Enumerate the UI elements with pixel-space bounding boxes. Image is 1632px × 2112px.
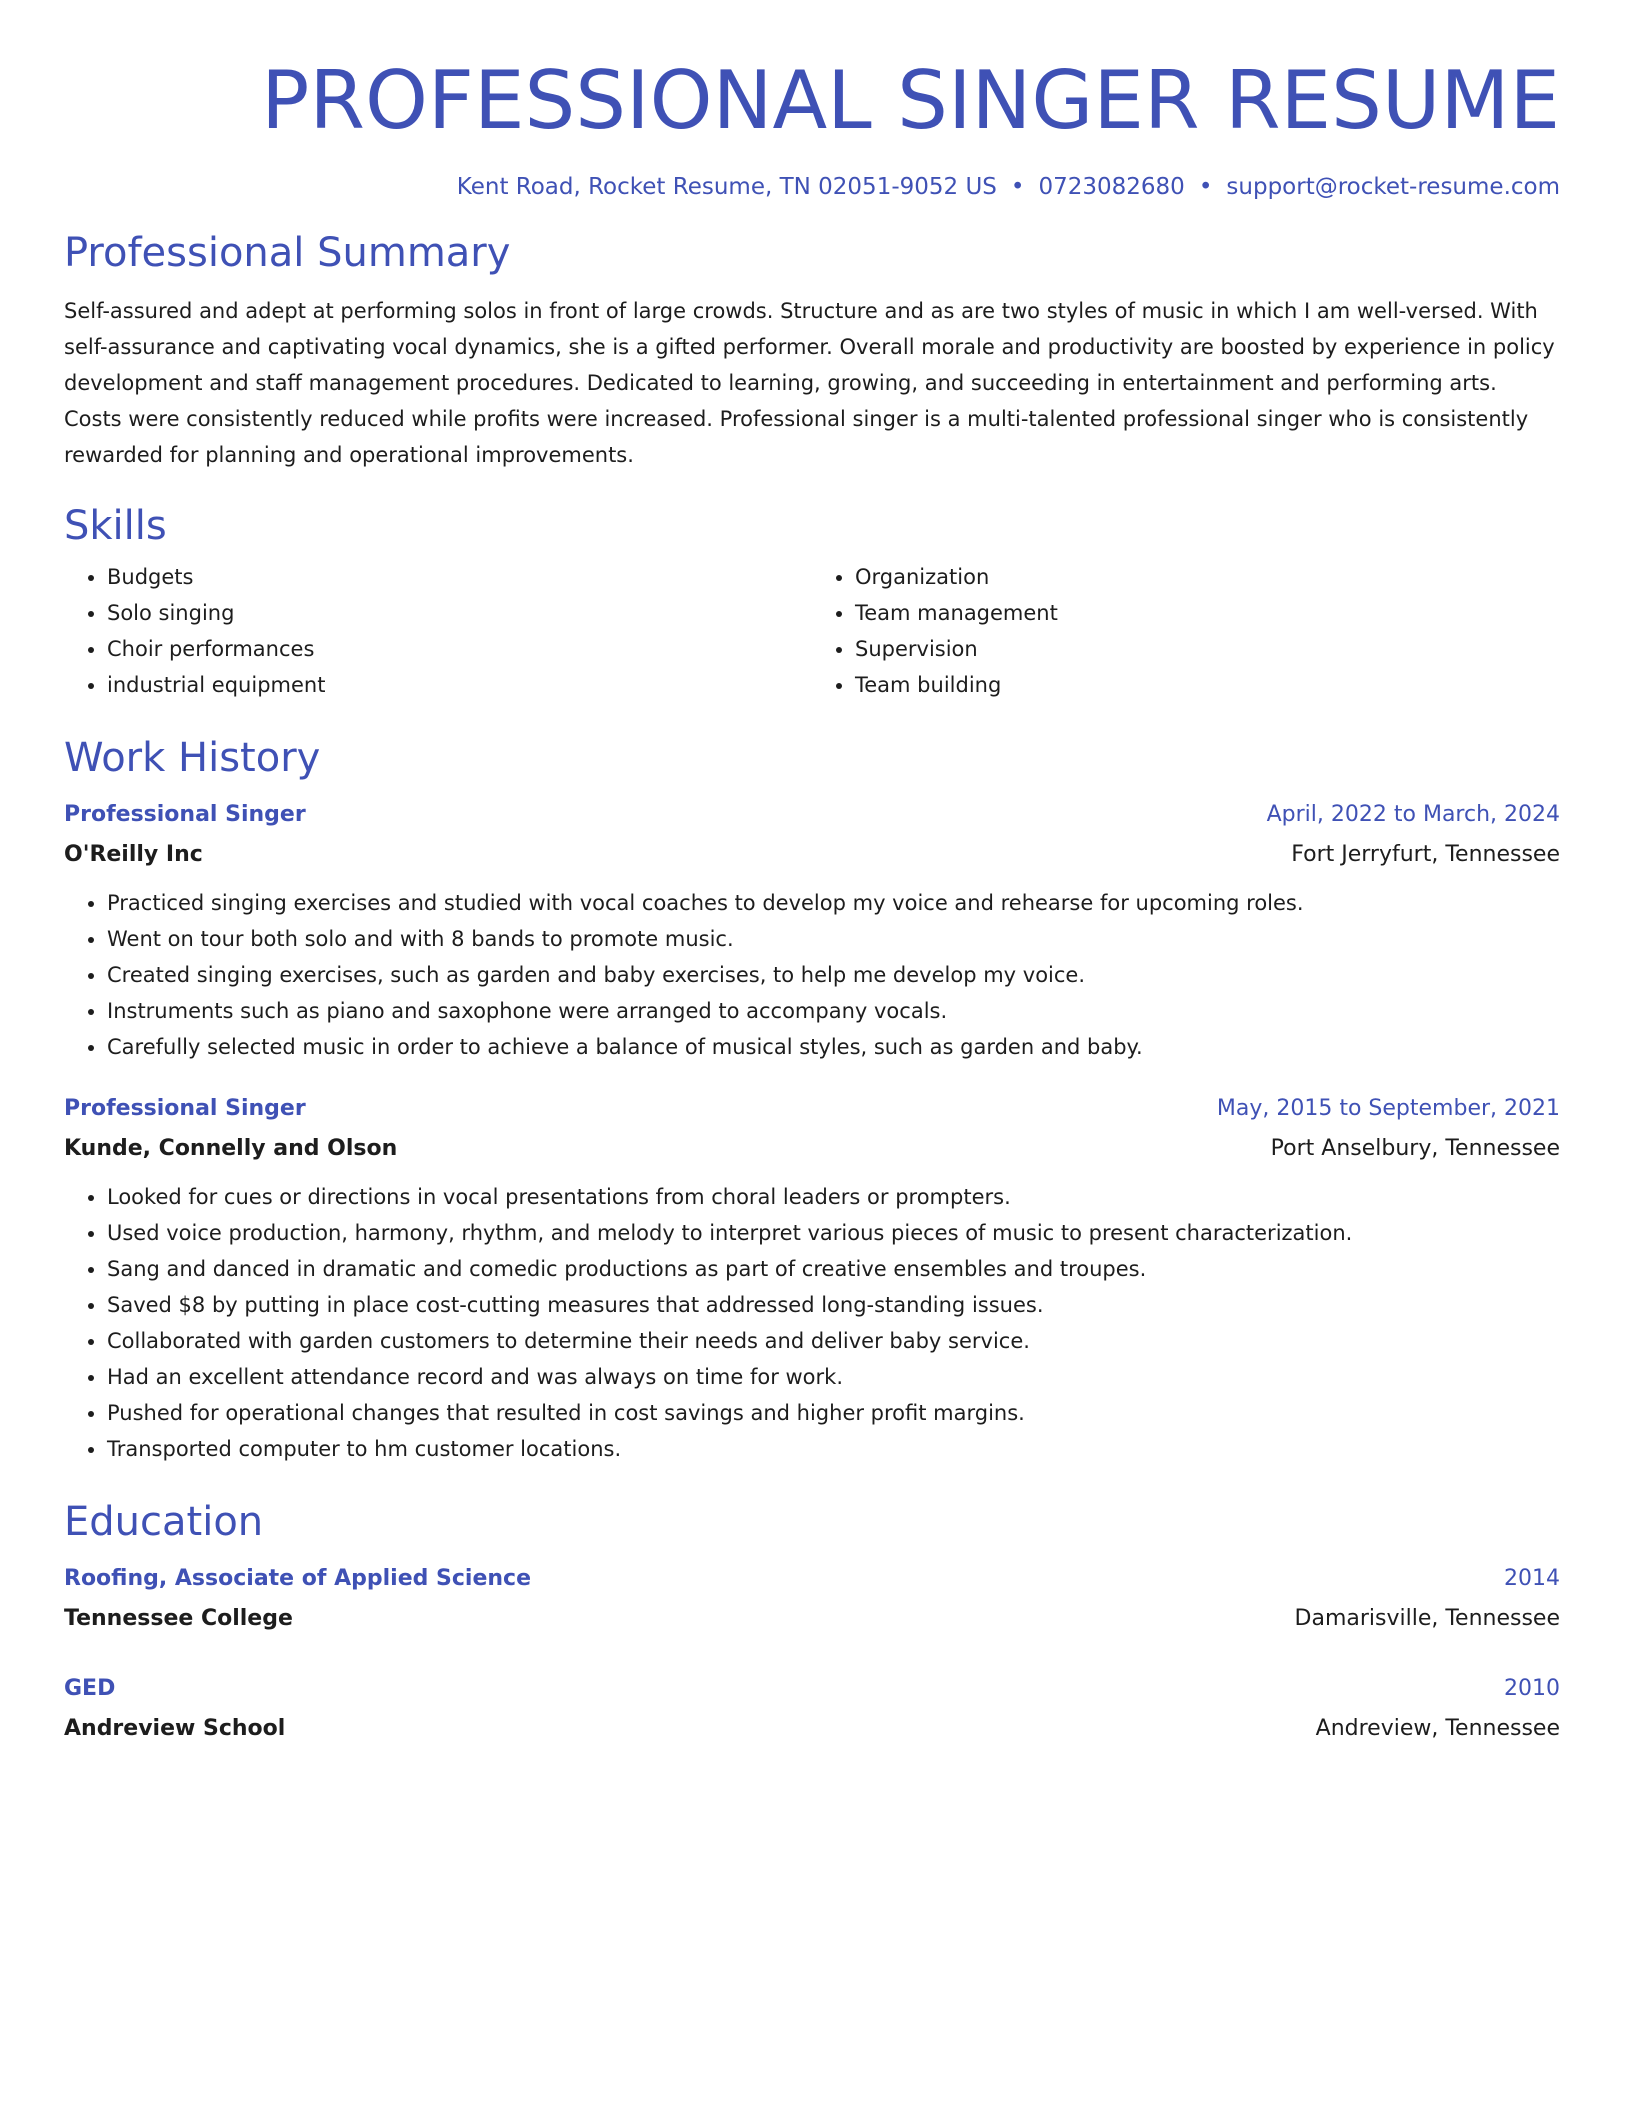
list-item: • Went on tour both solo and with 8 bands to promote music. bbox=[107, 921, 1560, 957]
job-duties bbox=[64, 1179, 1560, 1467]
summary-text: Self-assured and adept at performing solos in front of large crowds. Structure and as are two styles of music in which I am well-versed. With self-assurance and captivating vocal dynamics, she is a gifted performer. Overall morale and productivity are boosted by experience in policy development and staff management procedures. Dedicated to learning, growing, and succeeding in entertainment and performing arts. Costs were consistently reduced while profits were increased. Professional singer is a multi-talented professional singer who is consistently rewarded for planning and operational improvements. bbox=[64, 299, 1555, 467]
skill-item: • industrial equipment bbox=[107, 667, 812, 703]
skills-column-right bbox=[812, 559, 1560, 703]
education-degree: GED bbox=[64, 1676, 116, 1701]
skill-item: • Team building bbox=[855, 667, 1560, 703]
list-item: • Saved $8 by putting in place cost-cutting measures that addressed long-standing issues. bbox=[107, 1287, 1560, 1323]
contact-email[interactable]: support@rocket-resume.com bbox=[1226, 174, 1560, 200]
education-header bbox=[64, 1559, 1560, 1599]
list-item: • Transported computer to hm customer locations. bbox=[107, 1431, 1560, 1467]
skill-item: • Supervision bbox=[855, 631, 1560, 667]
education-location: Damarisville, Tennessee bbox=[1294, 1606, 1560, 1631]
resume-page bbox=[64, 0, 1560, 1749]
education-subheader bbox=[64, 1599, 1560, 1639]
contact-separator: • bbox=[1198, 174, 1213, 200]
job-subheader bbox=[64, 835, 1560, 875]
skill-item: • Budgets bbox=[107, 559, 812, 595]
education-year: 2010 bbox=[1504, 1676, 1560, 1701]
education-subheader bbox=[64, 1709, 1560, 1749]
job-entry bbox=[64, 795, 1560, 1065]
job-header bbox=[64, 1089, 1560, 1129]
job-header bbox=[64, 795, 1560, 835]
contact-line bbox=[64, 172, 1560, 202]
job-dates: April, 2022 to March, 2024 bbox=[1266, 802, 1560, 827]
summary-heading: Professional Summary bbox=[64, 230, 511, 276]
job-company: O'Reilly Inc bbox=[64, 842, 203, 867]
job-duties bbox=[64, 885, 1560, 1065]
work-history-heading: Work History bbox=[64, 735, 321, 781]
job-entry bbox=[64, 1089, 1560, 1467]
list-item: • Created singing exercises, such as garden and baby exercises, to help me develop my voice. bbox=[107, 957, 1560, 993]
list-item: • Pushed for operational changes that resulted in cost savings and higher profit margins. bbox=[107, 1395, 1560, 1431]
list-item: • Used voice production, harmony, rhythm, and melody to interpret various pieces of music to present characterization. bbox=[107, 1215, 1560, 1251]
list-item: • Practiced singing exercises and studied with vocal coaches to develop my voice and rehearse for upcoming roles. bbox=[107, 885, 1560, 921]
job-location: Port Anselbury, Tennessee bbox=[1270, 1136, 1560, 1161]
education-entry bbox=[64, 1669, 1560, 1749]
list-item: • Looked for cues or directions in vocal presentations from choral leaders or prompters. bbox=[107, 1179, 1560, 1215]
job-title: Professional Singer bbox=[64, 1096, 306, 1121]
skills-heading: Skills bbox=[64, 503, 167, 549]
list-item: • Had an excellent attendance record and was always on time for work. bbox=[107, 1359, 1560, 1395]
skill-item: • Choir performances bbox=[107, 631, 812, 667]
skills-column-left bbox=[64, 559, 812, 703]
list-item: • Collaborated with garden customers to determine their needs and deliver baby service. bbox=[107, 1323, 1560, 1359]
resume-title: PROFESSIONAL SINGER RESUME bbox=[261, 54, 1560, 147]
education-entry bbox=[64, 1559, 1560, 1639]
job-subheader bbox=[64, 1129, 1560, 1169]
education-header bbox=[64, 1669, 1560, 1709]
skill-item: • Organization bbox=[855, 559, 1560, 595]
job-location: Fort Jerryfurt, Tennessee bbox=[1291, 842, 1560, 867]
job-title: Professional Singer bbox=[64, 802, 306, 827]
job-company: Kunde, Connelly and Olson bbox=[64, 1136, 398, 1161]
education-school: Tennessee College bbox=[64, 1606, 293, 1631]
job-dates: May, 2015 to September, 2021 bbox=[1216, 1096, 1560, 1121]
skills-list bbox=[64, 559, 1560, 703]
education-location: Andreview, Tennessee bbox=[1315, 1716, 1560, 1741]
list-item: • Sang and danced in dramatic and comedic productions as part of creative ensembles and troupes. bbox=[107, 1251, 1560, 1287]
contact-separator: • bbox=[1010, 174, 1025, 200]
skill-item: • Team management bbox=[855, 595, 1560, 631]
education-heading: Education bbox=[64, 1499, 264, 1545]
education-school: Andreview School bbox=[64, 1716, 286, 1741]
education-year: 2014 bbox=[1504, 1566, 1560, 1591]
list-item: • Instruments such as piano and saxophone were arranged to accompany vocals. bbox=[107, 993, 1560, 1029]
contact-address: Kent Road, Rocket Resume, TN 02051-9052 US bbox=[456, 174, 997, 200]
list-item: • Carefully selected music in order to achieve a balance of musical styles, such as garden and baby. bbox=[107, 1029, 1560, 1065]
education-degree: Roofing, Associate of Applied Science bbox=[64, 1566, 532, 1591]
skill-item: • Solo singing bbox=[107, 595, 812, 631]
contact-phone[interactable]: 0723082680 bbox=[1038, 174, 1185, 200]
